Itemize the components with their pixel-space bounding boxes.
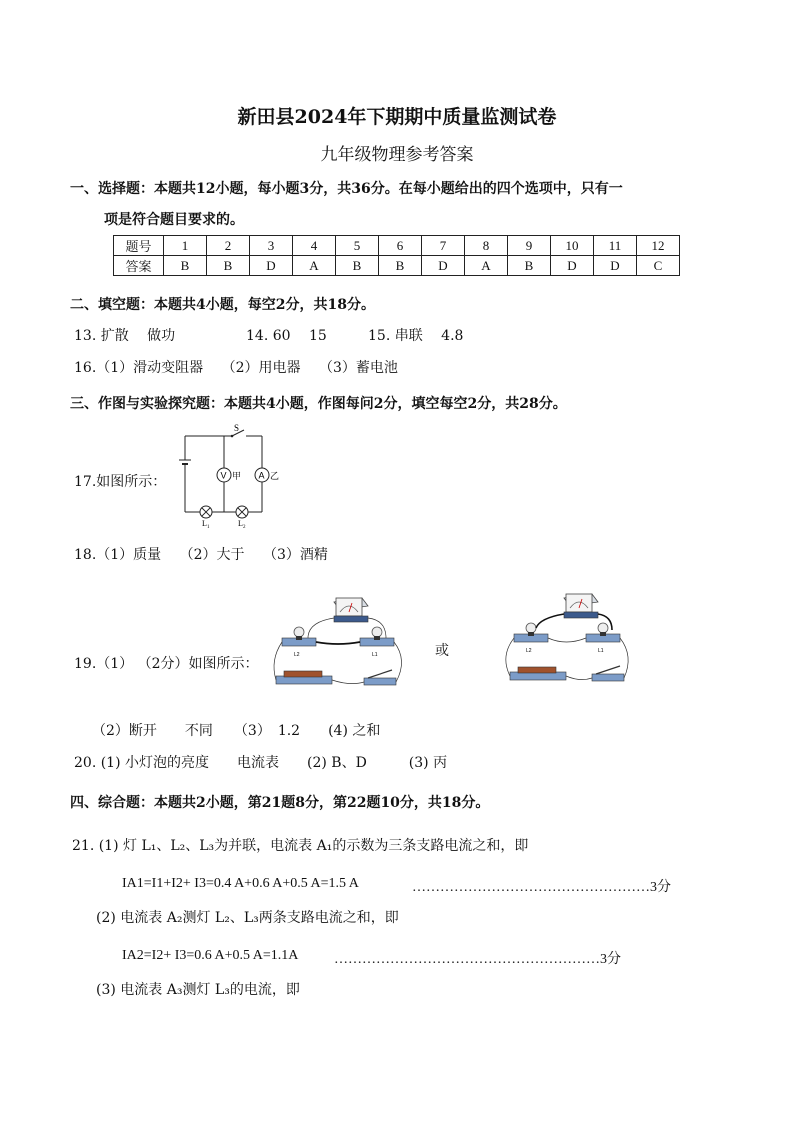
- ammeter-icon: [336, 598, 362, 616]
- svg-text:2: 2: [243, 525, 246, 530]
- or-label: 或: [435, 643, 449, 659]
- answer-14: 14. 60 15: [246, 328, 327, 344]
- bulb-icon: [598, 623, 608, 633]
- score-21-2: …………………………………………………3分: [334, 952, 621, 967]
- answer-table: [113, 235, 680, 276]
- table-cell: B: [207, 256, 250, 276]
- answer-21-part1: 21. (1) 灯 L₁、L₂、L₃为并联，电流表 A₁的示数为三条支路电流之和，即: [72, 838, 529, 854]
- table-cell: 2: [207, 236, 250, 256]
- section2-heading: 二、填空题：本题共4小题，每空2分，共18分。: [70, 297, 375, 313]
- battery-icon: [284, 671, 322, 677]
- table-row-answers: [114, 256, 680, 276]
- circuit-diagram-17: [170, 422, 290, 532]
- switch-icon: [368, 670, 392, 678]
- switch-label: S: [234, 423, 240, 433]
- svg-text:L2: L2: [294, 652, 300, 658]
- svg-text:乙: 乙: [270, 472, 280, 482]
- table-cell: D: [551, 256, 594, 276]
- switch-icon: [596, 666, 620, 674]
- bulb-icon: [294, 627, 304, 637]
- answer-20: 20. (1) 小灯泡的亮度 电流表 (2) B、D (3) 丙: [74, 755, 448, 771]
- table-row-label: 题号: [114, 236, 164, 256]
- answer-15: 15. 串联 4.8: [368, 328, 464, 344]
- score-21-1: ……………………………………………3分: [412, 880, 671, 895]
- table-cell: B: [164, 256, 207, 276]
- svg-text:L: L: [238, 519, 243, 528]
- page-subtitle: 九年级物理参考答案: [320, 145, 474, 165]
- section3-heading: 三、作图与实验探究题：本题共4小题，作图每问2分，填空每空2分，共28分。: [70, 396, 567, 412]
- circuit-photo-left: [268, 594, 416, 694]
- table-cell: B: [508, 256, 551, 276]
- section1-heading-line1: 一、选择题：本题共12小题，每小题3分，共36分。在每小题给出的四个选项中，只有一: [70, 181, 623, 197]
- svg-text:甲: 甲: [232, 472, 242, 482]
- table-cell: 1: [164, 236, 207, 256]
- section1-heading-line2: 项是符合题目要求的。: [104, 212, 244, 228]
- svg-text:L1: L1: [598, 648, 604, 654]
- answer-13: 13. 扩散 做功: [74, 328, 176, 344]
- table-row-label: 答案: [114, 256, 164, 276]
- answer-17: 17.如图所示：: [74, 474, 167, 490]
- table-cell: 4: [293, 236, 336, 256]
- answer-18: 18.（1）质量 （2）大于 （3）酒精: [74, 547, 328, 563]
- battery-icon: [518, 667, 556, 673]
- answer-21-part3: (3) 电流表 A₃测灯 L₃的电流，即: [96, 982, 300, 998]
- table-cell: 3: [250, 236, 293, 256]
- table-cell: C: [637, 256, 680, 276]
- answer-19-part2: （2）断开 不同 （3） 1.2 (4) 之和: [92, 723, 381, 739]
- page-title: 新田县2024年下期期中质量监测试卷: [237, 106, 557, 128]
- table-cell: 8: [465, 236, 508, 256]
- answer-19-part1: 19.（1） （2分）如图所示：: [74, 656, 259, 672]
- table-cell: 11: [594, 236, 637, 256]
- ammeter-icon: [566, 594, 592, 612]
- svg-text:V: V: [220, 470, 227, 481]
- section4-heading: 四、综合题：本题共2小题，第21题8分，第22题10分，共18分。: [70, 795, 490, 811]
- svg-text:1: 1: [207, 525, 210, 530]
- table-cell: 9: [508, 236, 551, 256]
- table-cell: 10: [551, 236, 594, 256]
- table-row-numbers: [114, 236, 680, 256]
- table-cell: 5: [336, 236, 379, 256]
- answer-21-part2: (2) 电流表 A₂测灯 L₂、L₃两条支路电流之和，即: [96, 910, 399, 926]
- table-cell: 6: [379, 236, 422, 256]
- svg-text:L: L: [202, 519, 207, 528]
- table-cell: D: [594, 256, 637, 276]
- bulb-icon: [372, 627, 382, 637]
- table-cell: 12: [637, 236, 680, 256]
- equation-21-2: IA2=I2+ I3=0.6 A+0.5 A=1.1A: [122, 948, 299, 963]
- bulb-icon: [526, 623, 536, 633]
- table-cell: A: [465, 256, 508, 276]
- equation-21-1: IA1=I1+I2+ I3=0.4 A+0.6 A+0.5 A=1.5 A: [122, 876, 359, 891]
- svg-text:L2: L2: [526, 648, 532, 654]
- table-cell: D: [422, 256, 465, 276]
- table-cell: D: [250, 256, 293, 276]
- table-cell: A: [293, 256, 336, 276]
- circuit-photo-right: [500, 590, 636, 690]
- table-cell: 7: [422, 236, 465, 256]
- table-cell: B: [379, 256, 422, 276]
- answer-16: 16.（1）滑动变阻器 （2）用电器 （3）蓄电池: [74, 360, 398, 376]
- svg-text:L1: L1: [372, 652, 378, 658]
- svg-text:A: A: [258, 470, 265, 481]
- table-cell: B: [336, 256, 379, 276]
